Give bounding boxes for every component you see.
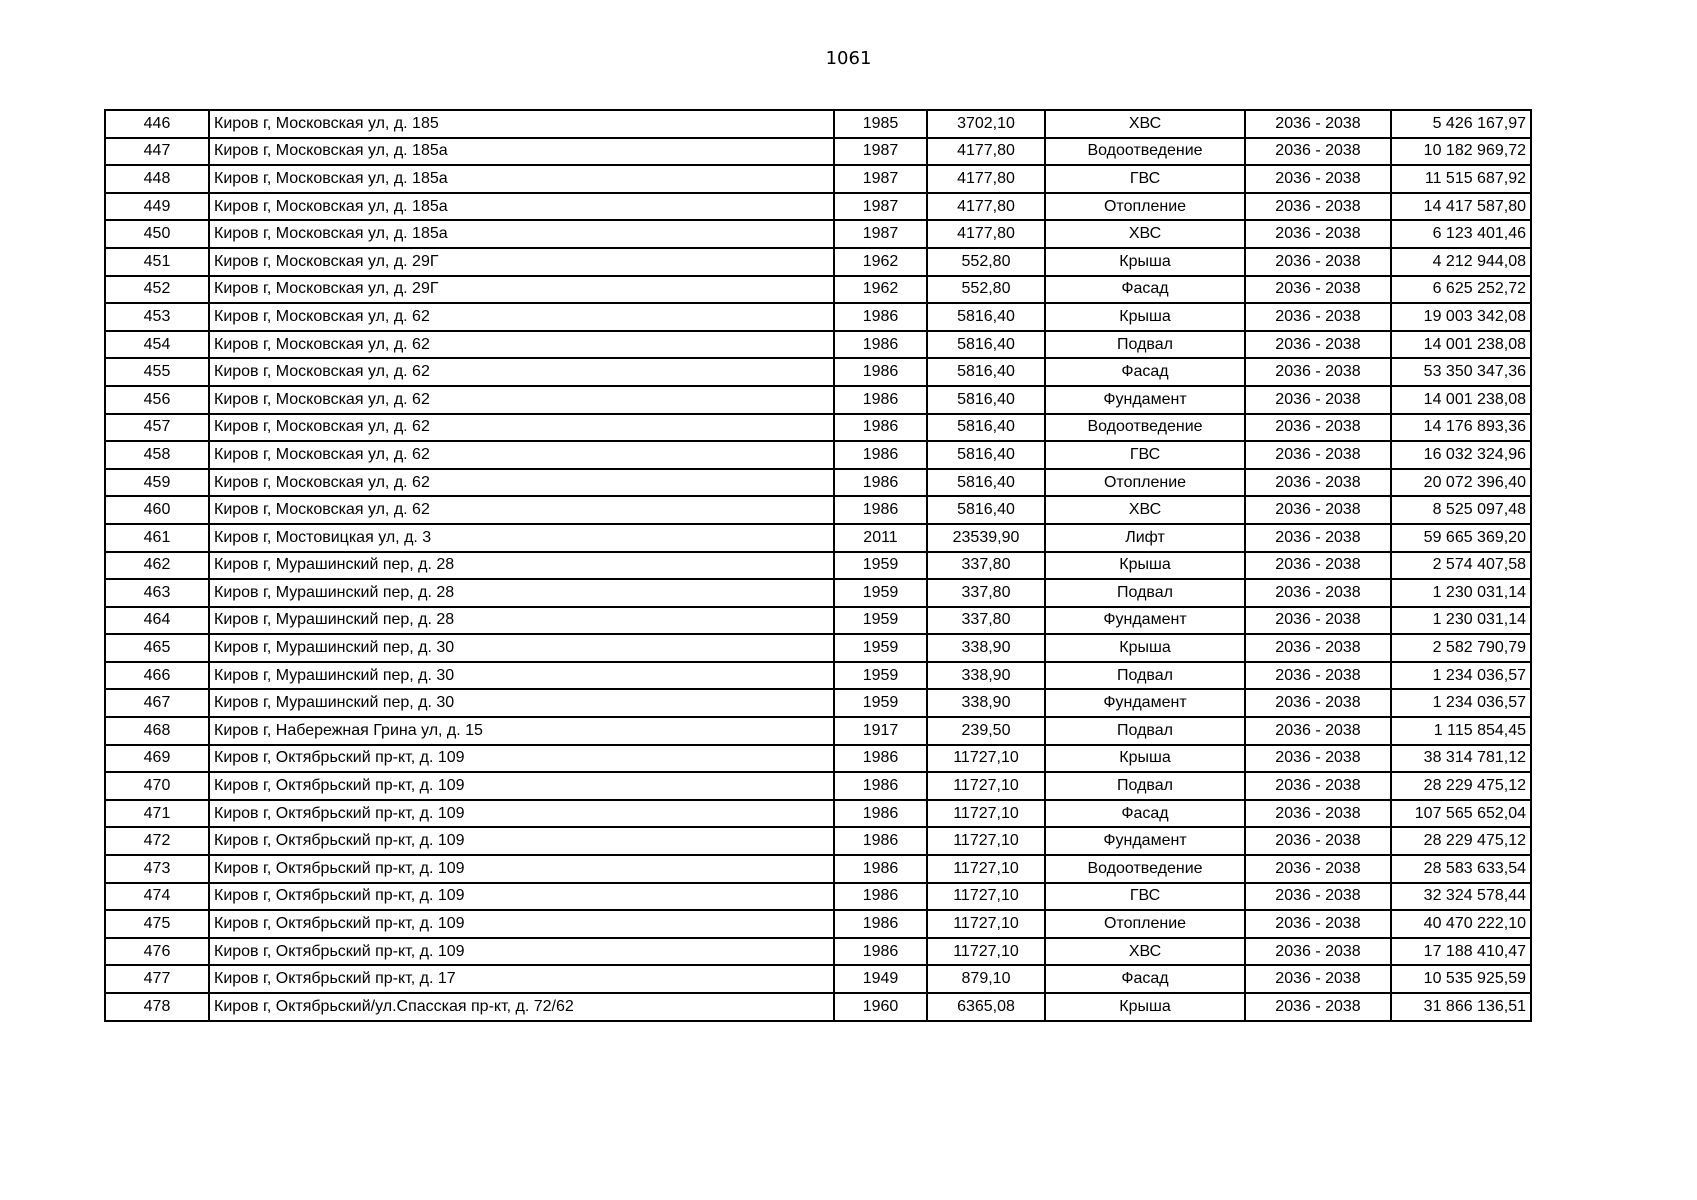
work-type-cell: ГВС [1045, 883, 1245, 911]
table-row [105, 276, 1531, 304]
address-cell: Киров г, Набережная Грина ул, д. 15 [209, 717, 834, 745]
period-cell: 2036 - 2038 [1245, 220, 1391, 248]
year-built-cell: 1949 [834, 965, 927, 993]
work-type-cell: ХВС [1045, 220, 1245, 248]
cost-cell: 32 324 578,44 [1391, 883, 1531, 911]
cost-cell: 53 350 347,36 [1391, 358, 1531, 386]
work-type-cell: Фундамент [1045, 607, 1245, 635]
year-built-cell: 1987 [834, 220, 927, 248]
period-cell: 2036 - 2038 [1245, 138, 1391, 166]
area-cell: 4177,80 [927, 193, 1045, 221]
year-built-cell: 1986 [834, 883, 927, 911]
row-number: 477 [105, 965, 209, 993]
work-type-cell: Крыша [1045, 745, 1245, 773]
year-built-cell: 1986 [834, 386, 927, 414]
cost-cell: 2 582 790,79 [1391, 634, 1531, 662]
address-cell: Киров г, Московская ул, д. 62 [209, 331, 834, 359]
area-cell: 11727,10 [927, 800, 1045, 828]
period-cell: 2036 - 2038 [1245, 745, 1391, 773]
cost-cell: 14 417 587,80 [1391, 193, 1531, 221]
cost-cell: 17 188 410,47 [1391, 938, 1531, 966]
address-cell: Киров г, Мостовицкая ул, д. 3 [209, 524, 834, 552]
table-row [105, 689, 1531, 717]
year-built-cell: 1987 [834, 138, 927, 166]
year-built-cell: 1986 [834, 441, 927, 469]
area-cell: 337,80 [927, 579, 1045, 607]
row-number: 452 [105, 276, 209, 304]
row-number: 448 [105, 165, 209, 193]
work-type-cell: ХВС [1045, 938, 1245, 966]
period-cell: 2036 - 2038 [1245, 331, 1391, 359]
year-built-cell: 1986 [834, 358, 927, 386]
table-row [105, 524, 1531, 552]
cost-cell: 4 212 944,08 [1391, 248, 1531, 276]
work-type-cell: Крыша [1045, 303, 1245, 331]
work-type-cell: Крыша [1045, 634, 1245, 662]
table-row [105, 552, 1531, 580]
work-type-cell: Фундамент [1045, 689, 1245, 717]
address-cell: Киров г, Октябрьский пр-кт, д. 109 [209, 800, 834, 828]
area-cell: 5816,40 [927, 414, 1045, 442]
area-cell: 879,10 [927, 965, 1045, 993]
work-type-cell: ГВС [1045, 441, 1245, 469]
address-cell: Киров г, Московская ул, д. 62 [209, 496, 834, 524]
address-cell: Киров г, Мурашинский пер, д. 28 [209, 607, 834, 635]
work-type-cell: Водоотведение [1045, 138, 1245, 166]
period-cell: 2036 - 2038 [1245, 469, 1391, 497]
work-type-cell: Фасад [1045, 358, 1245, 386]
table-row [105, 220, 1531, 248]
table-row [105, 745, 1531, 773]
period-cell: 2036 - 2038 [1245, 772, 1391, 800]
row-number: 476 [105, 938, 209, 966]
row-number: 447 [105, 138, 209, 166]
period-cell: 2036 - 2038 [1245, 358, 1391, 386]
area-cell: 11727,10 [927, 745, 1045, 773]
cost-cell: 11 515 687,92 [1391, 165, 1531, 193]
row-number: 471 [105, 800, 209, 828]
table-row [105, 993, 1531, 1021]
row-number: 457 [105, 414, 209, 442]
year-built-cell: 1960 [834, 993, 927, 1021]
work-type-cell: Крыша [1045, 552, 1245, 580]
year-built-cell: 1959 [834, 579, 927, 607]
cost-cell: 31 866 136,51 [1391, 993, 1531, 1021]
area-cell: 23539,90 [927, 524, 1045, 552]
year-built-cell: 1959 [834, 552, 927, 580]
year-built-cell: 1959 [834, 607, 927, 635]
table-row [105, 634, 1531, 662]
area-cell: 11727,10 [927, 827, 1045, 855]
area-cell: 5816,40 [927, 303, 1045, 331]
year-built-cell: 1986 [834, 827, 927, 855]
cost-cell: 28 229 475,12 [1391, 772, 1531, 800]
work-type-cell: Фундамент [1045, 386, 1245, 414]
row-number: 473 [105, 855, 209, 883]
row-number: 458 [105, 441, 209, 469]
period-cell: 2036 - 2038 [1245, 938, 1391, 966]
address-cell: Киров г, Московская ул, д. 62 [209, 386, 834, 414]
table-row [105, 165, 1531, 193]
cost-cell: 59 665 369,20 [1391, 524, 1531, 552]
area-cell: 5816,40 [927, 358, 1045, 386]
table-row [105, 303, 1531, 331]
table-row [105, 386, 1531, 414]
address-cell: Киров г, Московская ул, д. 62 [209, 358, 834, 386]
area-cell: 338,90 [927, 634, 1045, 662]
address-cell: Киров г, Мурашинский пер, д. 28 [209, 579, 834, 607]
cost-cell: 1 115 854,45 [1391, 717, 1531, 745]
page-number: 1061 [825, 48, 872, 69]
area-cell: 337,80 [927, 607, 1045, 635]
period-cell: 2036 - 2038 [1245, 248, 1391, 276]
work-type-cell: Отопление [1045, 469, 1245, 497]
period-cell: 2036 - 2038 [1245, 689, 1391, 717]
work-type-cell: Подвал [1045, 717, 1245, 745]
address-cell: Киров г, Московская ул, д. 185а [209, 220, 834, 248]
area-cell: 338,90 [927, 689, 1045, 717]
address-cell: Киров г, Московская ул, д. 62 [209, 414, 834, 442]
cost-cell: 1 230 031,14 [1391, 579, 1531, 607]
repair-schedule-table [104, 109, 1532, 1022]
work-type-cell: Фундамент [1045, 827, 1245, 855]
table-row [105, 414, 1531, 442]
row-number: 446 [105, 110, 209, 138]
area-cell: 337,80 [927, 552, 1045, 580]
address-cell: Киров г, Мурашинский пер, д. 30 [209, 634, 834, 662]
address-cell: Киров г, Московская ул, д. 29Г [209, 276, 834, 304]
cost-cell: 14 001 238,08 [1391, 386, 1531, 414]
row-number: 459 [105, 469, 209, 497]
cost-cell: 10 182 969,72 [1391, 138, 1531, 166]
year-built-cell: 1986 [834, 910, 927, 938]
year-built-cell: 2011 [834, 524, 927, 552]
row-number: 467 [105, 689, 209, 717]
address-cell: Киров г, Октябрьский пр-кт, д. 109 [209, 910, 834, 938]
year-built-cell: 1986 [834, 855, 927, 883]
row-number: 453 [105, 303, 209, 331]
year-built-cell: 1986 [834, 303, 927, 331]
period-cell: 2036 - 2038 [1245, 910, 1391, 938]
period-cell: 2036 - 2038 [1245, 414, 1391, 442]
cost-cell: 8 525 097,48 [1391, 496, 1531, 524]
year-built-cell: 1986 [834, 800, 927, 828]
work-type-cell: Крыша [1045, 993, 1245, 1021]
cost-cell: 10 535 925,59 [1391, 965, 1531, 993]
work-type-cell: ХВС [1045, 496, 1245, 524]
cost-cell: 14 001 238,08 [1391, 331, 1531, 359]
cost-cell: 19 003 342,08 [1391, 303, 1531, 331]
period-cell: 2036 - 2038 [1245, 496, 1391, 524]
table-row [105, 193, 1531, 221]
area-cell: 5816,40 [927, 331, 1045, 359]
work-type-cell: Фасад [1045, 276, 1245, 304]
row-number: 454 [105, 331, 209, 359]
area-cell: 552,80 [927, 248, 1045, 276]
cost-cell: 40 470 222,10 [1391, 910, 1531, 938]
period-cell: 2036 - 2038 [1245, 386, 1391, 414]
row-number: 478 [105, 993, 209, 1021]
area-cell: 239,50 [927, 717, 1045, 745]
table-row [105, 938, 1531, 966]
row-number: 463 [105, 579, 209, 607]
period-cell: 2036 - 2038 [1245, 827, 1391, 855]
row-number: 462 [105, 552, 209, 580]
address-cell: Киров г, Московская ул, д. 29Г [209, 248, 834, 276]
area-cell: 6365,08 [927, 993, 1045, 1021]
row-number: 465 [105, 634, 209, 662]
area-cell: 11727,10 [927, 938, 1045, 966]
row-number: 464 [105, 607, 209, 635]
address-cell: Киров г, Мурашинский пер, д. 30 [209, 662, 834, 690]
row-number: 466 [105, 662, 209, 690]
table-row [105, 607, 1531, 635]
row-number: 451 [105, 248, 209, 276]
cost-cell: 1 234 036,57 [1391, 662, 1531, 690]
area-cell: 4177,80 [927, 138, 1045, 166]
table-row [105, 248, 1531, 276]
address-cell: Киров г, Октябрьский пр-кт, д. 109 [209, 883, 834, 911]
table-row [105, 883, 1531, 911]
period-cell: 2036 - 2038 [1245, 552, 1391, 580]
table-row [105, 965, 1531, 993]
cost-cell: 28 229 475,12 [1391, 827, 1531, 855]
table-row [105, 855, 1531, 883]
year-built-cell: 1959 [834, 662, 927, 690]
work-type-cell: Крыша [1045, 248, 1245, 276]
work-type-cell: Водоотведение [1045, 414, 1245, 442]
address-cell: Киров г, Московская ул, д. 185а [209, 138, 834, 166]
row-number: 455 [105, 358, 209, 386]
year-built-cell: 1986 [834, 938, 927, 966]
area-cell: 5816,40 [927, 496, 1045, 524]
table-row [105, 138, 1531, 166]
address-cell: Киров г, Октябрьский пр-кт, д. 17 [209, 965, 834, 993]
address-cell: Киров г, Октябрьский пр-кт, д. 109 [209, 827, 834, 855]
row-number: 461 [105, 524, 209, 552]
cost-cell: 38 314 781,12 [1391, 745, 1531, 773]
area-cell: 11727,10 [927, 910, 1045, 938]
table-row [105, 496, 1531, 524]
address-cell: Киров г, Мурашинский пер, д. 30 [209, 689, 834, 717]
year-built-cell: 1986 [834, 772, 927, 800]
area-cell: 338,90 [927, 662, 1045, 690]
work-type-cell: Подвал [1045, 772, 1245, 800]
table-row [105, 110, 1531, 138]
table-row [105, 800, 1531, 828]
period-cell: 2036 - 2038 [1245, 634, 1391, 662]
table-row [105, 662, 1531, 690]
year-built-cell: 1986 [834, 331, 927, 359]
area-cell: 5816,40 [927, 469, 1045, 497]
area-cell: 3702,10 [927, 110, 1045, 138]
year-built-cell: 1962 [834, 248, 927, 276]
period-cell: 2036 - 2038 [1245, 165, 1391, 193]
area-cell: 11727,10 [927, 883, 1045, 911]
work-type-cell: Подвал [1045, 331, 1245, 359]
period-cell: 2036 - 2038 [1245, 607, 1391, 635]
cost-cell: 2 574 407,58 [1391, 552, 1531, 580]
period-cell: 2036 - 2038 [1245, 855, 1391, 883]
year-built-cell: 1959 [834, 689, 927, 717]
table-row [105, 772, 1531, 800]
cost-cell: 16 032 324,96 [1391, 441, 1531, 469]
period-cell: 2036 - 2038 [1245, 717, 1391, 745]
table-row [105, 910, 1531, 938]
row-number: 449 [105, 193, 209, 221]
period-cell: 2036 - 2038 [1245, 303, 1391, 331]
address-cell: Киров г, Московская ул, д. 62 [209, 303, 834, 331]
period-cell: 2036 - 2038 [1245, 193, 1391, 221]
table-row [105, 469, 1531, 497]
address-cell: Киров г, Московская ул, д. 185 [209, 110, 834, 138]
year-built-cell: 1987 [834, 165, 927, 193]
work-type-cell: Отопление [1045, 193, 1245, 221]
period-cell: 2036 - 2038 [1245, 524, 1391, 552]
year-built-cell: 1986 [834, 745, 927, 773]
work-type-cell: Отопление [1045, 910, 1245, 938]
work-type-cell: Водоотведение [1045, 855, 1245, 883]
address-cell: Киров г, Московская ул, д. 62 [209, 441, 834, 469]
address-cell: Киров г, Октябрьский пр-кт, д. 109 [209, 855, 834, 883]
year-built-cell: 1986 [834, 496, 927, 524]
area-cell: 4177,80 [927, 220, 1045, 248]
work-type-cell: Фасад [1045, 800, 1245, 828]
work-type-cell: Подвал [1045, 579, 1245, 607]
row-number: 474 [105, 883, 209, 911]
cost-cell: 107 565 652,04 [1391, 800, 1531, 828]
address-cell: Киров г, Октябрьский/ул.Спасская пр-кт, д. 72/62 [209, 993, 834, 1021]
cost-cell: 5 426 167,97 [1391, 110, 1531, 138]
row-number: 468 [105, 717, 209, 745]
period-cell: 2036 - 2038 [1245, 800, 1391, 828]
area-cell: 11727,10 [927, 855, 1045, 883]
period-cell: 2036 - 2038 [1245, 965, 1391, 993]
work-type-cell: Фасад [1045, 965, 1245, 993]
year-built-cell: 1987 [834, 193, 927, 221]
table-row [105, 827, 1531, 855]
work-type-cell: Лифт [1045, 524, 1245, 552]
cost-cell: 1 234 036,57 [1391, 689, 1531, 717]
area-cell: 4177,80 [927, 165, 1045, 193]
row-number: 470 [105, 772, 209, 800]
area-cell: 5816,40 [927, 386, 1045, 414]
table-row [105, 717, 1531, 745]
area-cell: 11727,10 [927, 772, 1045, 800]
area-cell: 552,80 [927, 276, 1045, 304]
row-number: 450 [105, 220, 209, 248]
year-built-cell: 1986 [834, 469, 927, 497]
period-cell: 2036 - 2038 [1245, 993, 1391, 1021]
address-cell: Киров г, Московская ул, д. 185а [209, 193, 834, 221]
period-cell: 2036 - 2038 [1245, 441, 1391, 469]
address-cell: Киров г, Октябрьский пр-кт, д. 109 [209, 772, 834, 800]
area-cell: 5816,40 [927, 441, 1045, 469]
row-number: 472 [105, 827, 209, 855]
period-cell: 2036 - 2038 [1245, 579, 1391, 607]
cost-cell: 28 583 633,54 [1391, 855, 1531, 883]
row-number: 460 [105, 496, 209, 524]
row-number: 475 [105, 910, 209, 938]
work-type-cell: ХВС [1045, 110, 1245, 138]
year-built-cell: 1962 [834, 276, 927, 304]
year-built-cell: 1917 [834, 717, 927, 745]
row-number: 469 [105, 745, 209, 773]
year-built-cell: 1959 [834, 634, 927, 662]
table-row [105, 331, 1531, 359]
year-built-cell: 1985 [834, 110, 927, 138]
table-row [105, 358, 1531, 386]
period-cell: 2036 - 2038 [1245, 662, 1391, 690]
row-number: 456 [105, 386, 209, 414]
address-cell: Киров г, Мурашинский пер, д. 28 [209, 552, 834, 580]
period-cell: 2036 - 2038 [1245, 276, 1391, 304]
table-row [105, 579, 1531, 607]
cost-cell: 20 072 396,40 [1391, 469, 1531, 497]
table-row [105, 441, 1531, 469]
address-cell: Киров г, Октябрьский пр-кт, д. 109 [209, 745, 834, 773]
cost-cell: 14 176 893,36 [1391, 414, 1531, 442]
cost-cell: 6 123 401,46 [1391, 220, 1531, 248]
address-cell: Киров г, Московская ул, д. 185а [209, 165, 834, 193]
period-cell: 2036 - 2038 [1245, 110, 1391, 138]
period-cell: 2036 - 2038 [1245, 883, 1391, 911]
address-cell: Киров г, Московская ул, д. 62 [209, 469, 834, 497]
address-cell: Киров г, Октябрьский пр-кт, д. 109 [209, 938, 834, 966]
work-type-cell: Подвал [1045, 662, 1245, 690]
table-body [105, 110, 1531, 1021]
year-built-cell: 1986 [834, 414, 927, 442]
cost-cell: 1 230 031,14 [1391, 607, 1531, 635]
cost-cell: 6 625 252,72 [1391, 276, 1531, 304]
work-type-cell: ГВС [1045, 165, 1245, 193]
